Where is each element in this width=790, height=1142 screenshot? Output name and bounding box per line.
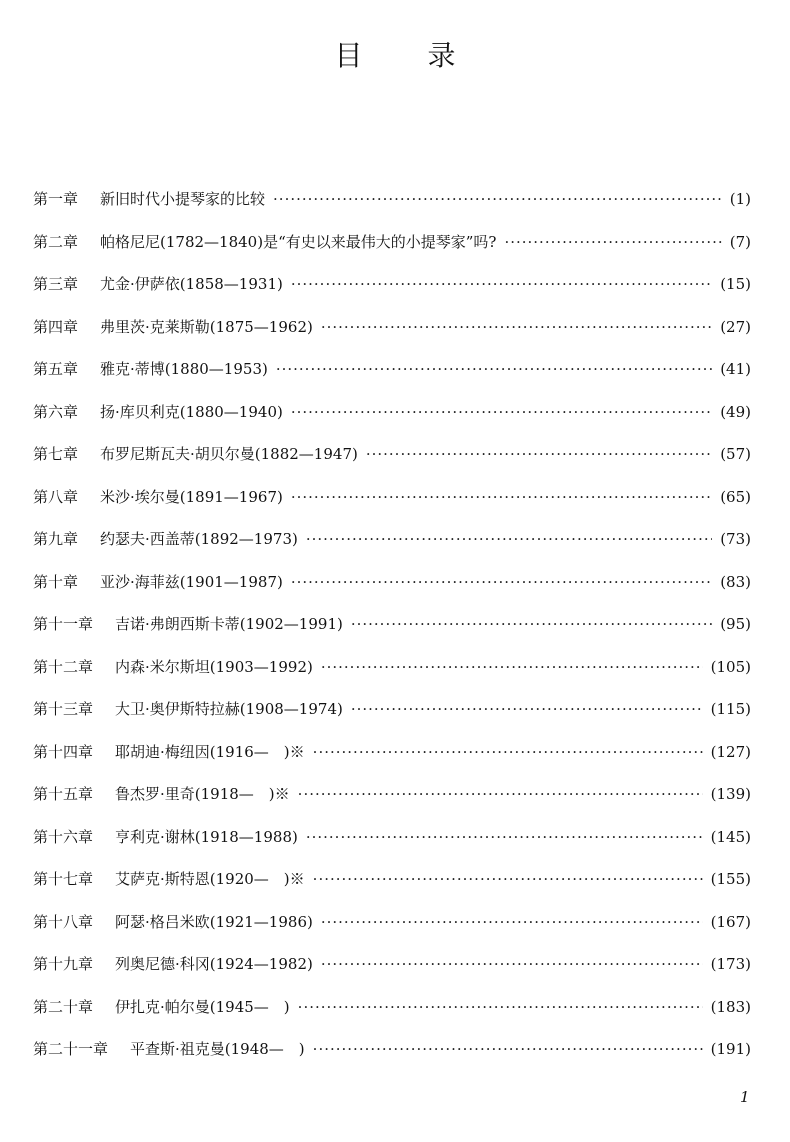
chapter-label: 第二十一章 (33, 1040, 109, 1058)
chapter-page: (105) (710, 657, 751, 676)
toc-entry[interactable] (33, 783, 751, 826)
chapter-title: 大卫·奥伊斯特拉赫(1908—1974) (115, 700, 343, 718)
chapter-label: 第七章 (33, 445, 79, 463)
chapter-page: (127) (710, 742, 751, 761)
dot-leader (291, 573, 712, 591)
toc-entry[interactable] (33, 741, 751, 784)
chapter-page: (57) (720, 445, 751, 463)
chapter-page: (183) (710, 997, 751, 1016)
chapter-label: 第十章 (33, 572, 79, 591)
chapter-title: 阿瑟·格吕米欧(1921—1986) (115, 912, 313, 931)
chapter-label: 第十二章 (33, 657, 94, 676)
dot-leader (313, 1040, 703, 1058)
chapter-page: (83) (720, 572, 751, 591)
dot-leader (366, 445, 712, 463)
chapter-page: (49) (720, 402, 751, 421)
chapter-title: 亚沙·海菲兹(1901—1987) (100, 572, 283, 591)
toc-entry[interactable] (33, 656, 751, 699)
toc-entry[interactable] (33, 1038, 751, 1081)
chapter-page: (27) (720, 317, 751, 336)
dot-leader (298, 998, 703, 1016)
chapter-label: 第六章 (33, 402, 79, 421)
chapter-label: 第十一章 (33, 615, 94, 633)
dot-leader (276, 360, 712, 378)
toc-entry[interactable] (33, 953, 751, 996)
toc-entry[interactable] (33, 231, 751, 274)
chapter-label: 第九章 (33, 530, 79, 548)
toc-entry[interactable] (33, 188, 751, 231)
toc-entry[interactable] (33, 613, 751, 656)
dot-leader (313, 870, 703, 888)
table-of-contents (33, 188, 751, 1081)
toc-entry[interactable] (33, 868, 751, 911)
chapter-page: (73) (720, 530, 751, 548)
chapter-title: 鲁杰罗·里奇(1918— )※ (115, 785, 290, 803)
chapter-title: 扬·库贝利克(1880—1940) (100, 402, 283, 421)
chapter-label: 第三章 (33, 275, 79, 293)
toc-entry[interactable] (33, 401, 751, 444)
chapter-title: 尤金·伊萨依(1858—1931) (100, 275, 283, 293)
page-title: 目 录 (334, 39, 484, 72)
chapter-label: 第五章 (33, 360, 79, 378)
toc-entry[interactable] (33, 443, 751, 486)
dot-leader (351, 615, 712, 633)
chapter-page: (41) (720, 360, 751, 378)
chapter-title: 耶胡迪·梅纽因(1916— )※ (115, 742, 305, 761)
chapter-page: (15) (720, 275, 751, 293)
toc-entry[interactable] (33, 996, 751, 1039)
chapter-page: (7) (729, 232, 751, 251)
dot-leader (273, 190, 722, 208)
chapter-page: (139) (710, 785, 751, 803)
toc-entry[interactable] (33, 486, 751, 529)
dot-leader (291, 403, 712, 421)
chapter-title: 米沙·埃尔曼(1891—1967) (100, 487, 283, 506)
dot-leader (321, 318, 712, 336)
dot-leader (504, 233, 721, 251)
chapter-page: (65) (720, 487, 751, 506)
chapter-page: (167) (710, 912, 751, 931)
chapter-title: 约瑟夫·西盖蒂(1892—1973) (100, 530, 298, 548)
chapter-page: (173) (710, 955, 751, 973)
toc-entry[interactable] (33, 911, 751, 954)
toc-entry[interactable] (33, 698, 751, 741)
chapter-title: 吉诺·弗朗西斯卡蒂(1902—1991) (115, 615, 343, 633)
chapter-label: 第十四章 (33, 742, 94, 761)
dot-leader (313, 743, 703, 761)
chapter-label: 第十八章 (33, 912, 94, 931)
chapter-title: 艾萨克·斯特恩(1920— )※ (115, 870, 305, 888)
chapter-label: 第二十章 (33, 997, 94, 1016)
toc-entry[interactable] (33, 571, 751, 614)
chapter-title: 帕格尼尼(1782—1840)是“有史以来最伟大的小提琴家”吗? (100, 232, 497, 251)
chapter-title: 雅克·蒂博(1880—1953) (100, 360, 268, 378)
dot-leader (351, 700, 703, 718)
dot-leader (321, 658, 703, 676)
chapter-label: 第十三章 (33, 700, 94, 718)
chapter-label: 第四章 (33, 317, 79, 336)
chapter-page: (155) (710, 870, 751, 888)
page-number: 1 (740, 1088, 750, 1106)
chapter-label: 第二章 (33, 232, 79, 251)
toc-entry[interactable] (33, 273, 751, 316)
chapter-label: 第十九章 (33, 955, 94, 973)
toc-entry[interactable] (33, 826, 751, 869)
dot-leader (321, 913, 703, 931)
chapter-title: 平查斯·祖克曼(1948— ) (130, 1040, 305, 1058)
chapter-page: (145) (710, 827, 751, 846)
dot-leader (321, 955, 703, 973)
dot-leader (291, 275, 712, 293)
chapter-title: 内森·米尔斯坦(1903—1992) (115, 657, 313, 676)
chapter-title: 亨利克·谢林(1918—1988) (115, 827, 298, 846)
chapter-label: 第十七章 (33, 870, 94, 888)
toc-entry[interactable] (33, 316, 751, 359)
dot-leader (298, 785, 703, 803)
toc-entry[interactable] (33, 358, 751, 401)
dot-leader (306, 530, 712, 548)
chapter-label: 第十五章 (33, 785, 94, 803)
chapter-title: 列奥尼德·科冈(1924—1982) (115, 955, 313, 973)
toc-entry[interactable] (33, 528, 751, 571)
chapter-label: 第八章 (33, 487, 79, 506)
chapter-title: 伊扎克·帕尔曼(1945— ) (115, 997, 290, 1016)
chapter-page: (115) (710, 700, 751, 718)
chapter-label: 第十六章 (33, 827, 94, 846)
chapter-page: (191) (710, 1040, 751, 1058)
chapter-title: 新旧时代小提琴家的比较 (100, 190, 266, 208)
dot-leader (306, 828, 703, 846)
dot-leader (291, 488, 712, 506)
chapter-label: 第一章 (33, 190, 79, 208)
chapter-title: 弗里茨·克莱斯勒(1875—1962) (100, 317, 313, 336)
chapter-page: (95) (720, 615, 751, 633)
chapter-page: (1) (729, 190, 751, 208)
chapter-title: 布罗尼斯瓦夫·胡贝尔曼(1882—1947) (100, 445, 358, 463)
